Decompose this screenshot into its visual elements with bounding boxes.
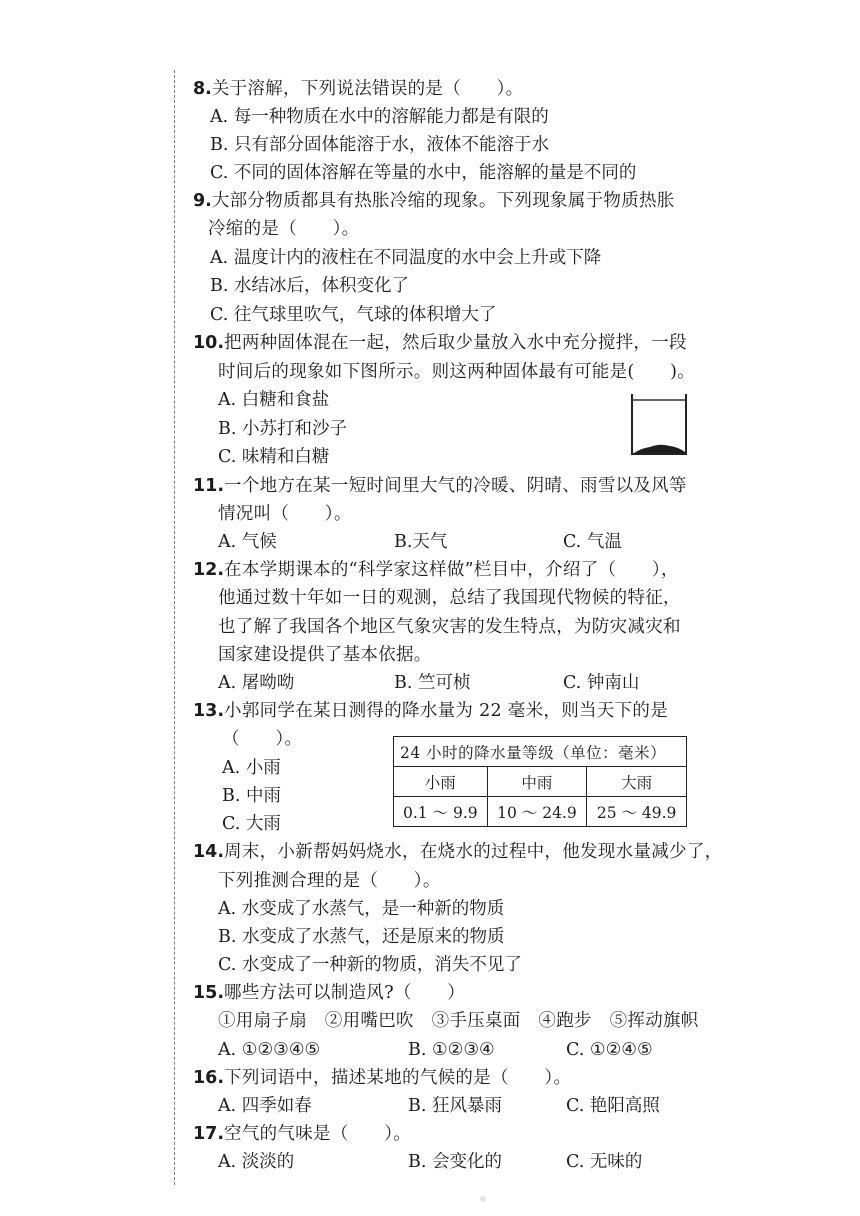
question-8-stem: 8.关于溶解，下列说法错误的是（ ）。 [193, 79, 524, 99]
rainfall-range-light: 0.1 ～ 9.9 [394, 797, 488, 827]
question-11-stem: 11.一个地方在某一短时间里大气的冷暖、阴晴、雨雪以及风等 [193, 476, 687, 496]
question-12-stem-line2: 他通过数十年如一日的观测，总结了我国现代物候的特征， [218, 588, 681, 608]
question-16-option-a[interactable]: A. 四季如春 [218, 1096, 312, 1116]
question-10-option-b[interactable]: B. 小苏打和沙子 [218, 419, 347, 439]
question-9-stem: 9.大部分物质都具有热胀冷缩的现象。下列现象属于物质热胀 [193, 191, 675, 211]
question-9-option-c[interactable]: C. 往气球里吹气，气球的体积增大了 [210, 305, 497, 325]
question-14-option-a[interactable]: A. 水变成了水蒸气，是一种新的物质 [218, 899, 505, 919]
question-13-option-c[interactable]: C. 大雨 [222, 814, 281, 834]
rainfall-level-table [393, 736, 687, 827]
rainfall-range-moderate: 10 ～ 24.9 [487, 797, 587, 827]
question-12-stem: 12.在本学期课本的“科学家这样做”栏目中，介绍了（ ）， [193, 560, 679, 580]
rainfall-header-light: 小雨 [394, 767, 488, 797]
question-13-option-a[interactable]: A. 小雨 [222, 758, 281, 778]
question-10-option-c[interactable]: C. 味精和白糖 [218, 447, 330, 467]
question-16-option-b[interactable]: B. 狂风暴雨 [408, 1096, 502, 1116]
question-17-option-b[interactable]: B. 会变化的 [408, 1152, 502, 1172]
question-15-stem: 15.哪些方法可以制造风?（ ） [193, 983, 466, 1003]
question-8-option-b[interactable]: B. 只有部分固体能溶于水，液体不能溶于水 [210, 135, 549, 155]
question-16-option-c[interactable]: C. 艳阳高照 [566, 1096, 660, 1116]
rainfall-header-moderate: 中雨 [487, 767, 587, 797]
rainfall-header-heavy: 大雨 [587, 767, 687, 797]
rainfall-table-caption: 24 小时的降水量等级（单位：毫米） [394, 737, 687, 767]
question-9-option-b[interactable]: B. 水结冰后，体积变化了 [210, 276, 409, 296]
question-16-stem: 16.下列词语中，描述某地的气候的是（ ）。 [193, 1068, 572, 1088]
question-14-option-c[interactable]: C. 水变成了一种新的物质，消失不见了 [218, 955, 522, 975]
question-13-stem: 13.小郭同学在某日测得的降水量为 22 毫米，则当天下的是 [193, 701, 669, 721]
question-15-methods: ①用扇子扇 ②用嘴巴吹 ③手压桌面 ④跑步 ⑤挥动旗帜 [218, 1011, 699, 1031]
question-11-option-c[interactable]: C. 气温 [563, 532, 622, 552]
question-15-option-c[interactable]: C. ①②④⑤ [566, 1040, 653, 1060]
question-13-stem-line2: （ ）。 [222, 729, 303, 749]
beaker-sediment-figure [630, 394, 688, 456]
question-8-option-a[interactable]: A. 每一种物质在水中的溶解能力都是有限的 [210, 107, 549, 127]
question-9-stem-line2: 冷缩的是（ ）。 [208, 219, 360, 239]
question-14-stem-line2: 下列推测合理的是（ ）。 [218, 871, 441, 891]
question-11-option-a[interactable]: A. 气候 [218, 532, 277, 552]
question-12-option-c[interactable]: C. 钟南山 [563, 673, 640, 693]
question-11-stem-line2: 情况叫（ ）。 [218, 504, 352, 524]
question-14-stem: 14.周末，小新帮妈妈烧水，在烧水的过程中，他发现水量减少了， [193, 842, 723, 862]
question-12-stem-line3: 也了解了我国各个地区气象灾害的发生特点，为防灾减灾和 [218, 617, 681, 637]
page-mark-dot [480, 1196, 486, 1202]
question-14-option-b[interactable]: B. 水变成了水蒸气，还是原来的物质 [218, 927, 505, 947]
question-15-option-a[interactable]: A. ①②③④⑤ [218, 1040, 321, 1060]
rainfall-range-heavy: 25 ～ 49.9 [587, 797, 687, 827]
question-10-stem-line2: 时间后的现象如下图所示。则这两种固体最有可能是( )。 [218, 362, 696, 382]
question-12-option-a[interactable]: A. 屠呦呦 [218, 673, 295, 693]
question-17-option-c[interactable]: C. 无味的 [566, 1152, 643, 1172]
question-12-stem-line4: 国家建设提供了基本依据。 [218, 645, 432, 665]
question-8-option-c[interactable]: C. 不同的固体溶解在等量的水中，能溶解的量是不同的 [210, 163, 637, 183]
question-15-option-b[interactable]: B. ①②③④ [408, 1040, 495, 1060]
question-12-option-b[interactable]: B. 竺可桢 [394, 673, 471, 693]
question-17-option-a[interactable]: A. 淡淡的 [218, 1152, 295, 1172]
question-17-stem: 17.空气的气味是（ ）。 [193, 1124, 412, 1144]
question-9-option-a[interactable]: A. 温度计内的液柱在不同温度的水中会上升或下降 [210, 248, 602, 268]
question-10-option-a[interactable]: A. 白糖和食盐 [218, 390, 330, 410]
question-13-option-b[interactable]: B. 中雨 [222, 786, 281, 806]
question-10-stem: 10.把两种固体混在一起，然后取少量放入水中充分搅拌，一段 [193, 333, 687, 353]
question-11-option-b[interactable]: B.天气 [394, 532, 448, 552]
